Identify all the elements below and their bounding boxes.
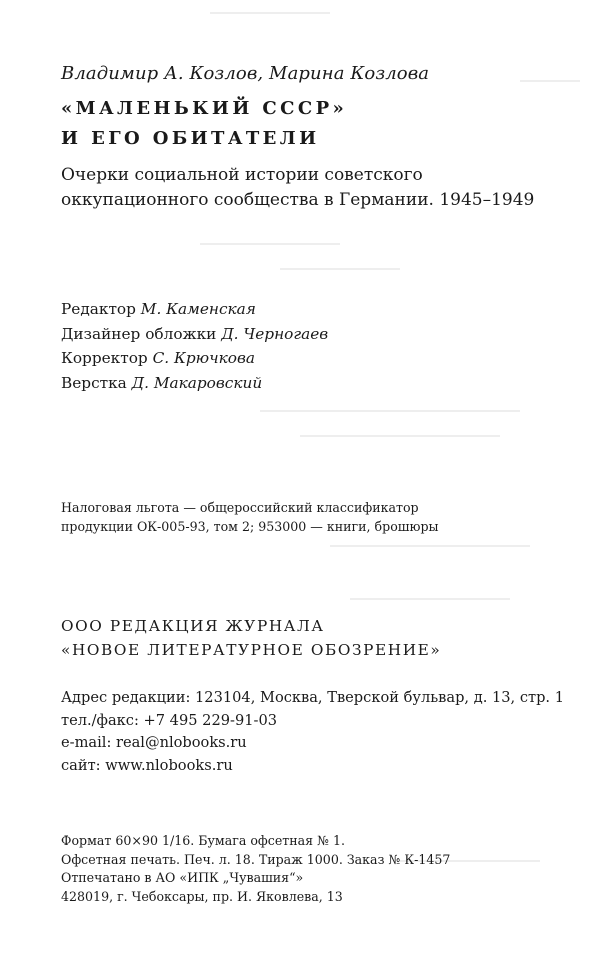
- imprint-print-run: Офсетная печать. Печ. л. 18. Тираж 1000. Заказ № К-1457: [61, 851, 451, 867]
- credit-role: Верстка: [61, 374, 127, 393]
- book-title-line-1: «МАЛЕНЬКИЙ СССР»: [61, 98, 348, 119]
- bleed-through-mark: [260, 410, 520, 412]
- credit-cover-designer: [61, 322, 328, 347]
- email: e-mail: real@nlobooks.ru: [61, 734, 247, 751]
- imprint: [61, 832, 450, 906]
- imprint-printed-at: Отпечатано в АО «ИПК „Чувашия“»: [61, 870, 304, 886]
- editorial-address: Адрес редакции: 123104, Москва, Тверской бульвар, д. 13, стр. 1: [61, 689, 564, 706]
- phone-fax: тел./факс: +7 495 229-91-03: [61, 711, 278, 729]
- credit-person: С. Крючкова: [152, 349, 256, 368]
- credit-person: М. Каменская: [140, 300, 256, 318]
- tax-note: [61, 498, 439, 536]
- imprint-printer-address: 428019, г. Чебоксары, пр. И. Яковлева, 13: [61, 888, 343, 904]
- bleed-through-mark: [300, 435, 500, 437]
- credit-role: Редактор: [61, 300, 136, 318]
- bleed-through-mark: [200, 243, 340, 245]
- imprint-format: Формат 60×90 1/16. Бумага офсетная № 1.: [61, 833, 346, 848]
- authors: Владимир А. Козлов, Марина Козлова: [61, 63, 430, 84]
- bleed-through-mark: [280, 268, 400, 270]
- credit-layout: [61, 371, 328, 396]
- tax-note-line-2: продукции ОК-005-93, том 2; 953000 — книги, брошюры: [61, 519, 439, 534]
- credit-person: Д. Черногаев: [221, 324, 329, 343]
- publisher-line-2: «НОВОЕ ЛИТЕРАТУРНОЕ ОБОЗРЕНИЕ»: [61, 641, 442, 659]
- book-subtitle-line-1: Очерки социальной истории советского: [61, 165, 423, 185]
- credit-person: Д. Макаровский: [131, 374, 263, 393]
- bleed-through-mark: [350, 598, 510, 600]
- credit-editor: [61, 297, 328, 322]
- publisher-line-1: ООО РЕДАКЦИЯ ЖУРНАЛА: [61, 617, 325, 635]
- credit-role: Дизайнер обложки: [61, 324, 217, 343]
- publisher: [61, 614, 441, 662]
- bleed-through-mark: [330, 545, 530, 547]
- credits-list: [61, 297, 328, 396]
- website: сайт: www.nlobooks.ru: [61, 756, 233, 774]
- book-title-line-2: И ЕГО ОБИТАТЕЛИ: [61, 128, 320, 149]
- bleed-through-mark: [520, 80, 580, 82]
- bleed-through-mark: [210, 12, 330, 14]
- publisher-contacts: [61, 687, 564, 777]
- credit-role: Корректор: [61, 349, 148, 368]
- book-subtitle-line-2: оккупационного сообщества в Германии. 1945–1949: [61, 190, 535, 210]
- tax-note-line-1: Налоговая льгота — общероссийский классификатор: [61, 500, 419, 515]
- credit-proofreader: [61, 346, 328, 371]
